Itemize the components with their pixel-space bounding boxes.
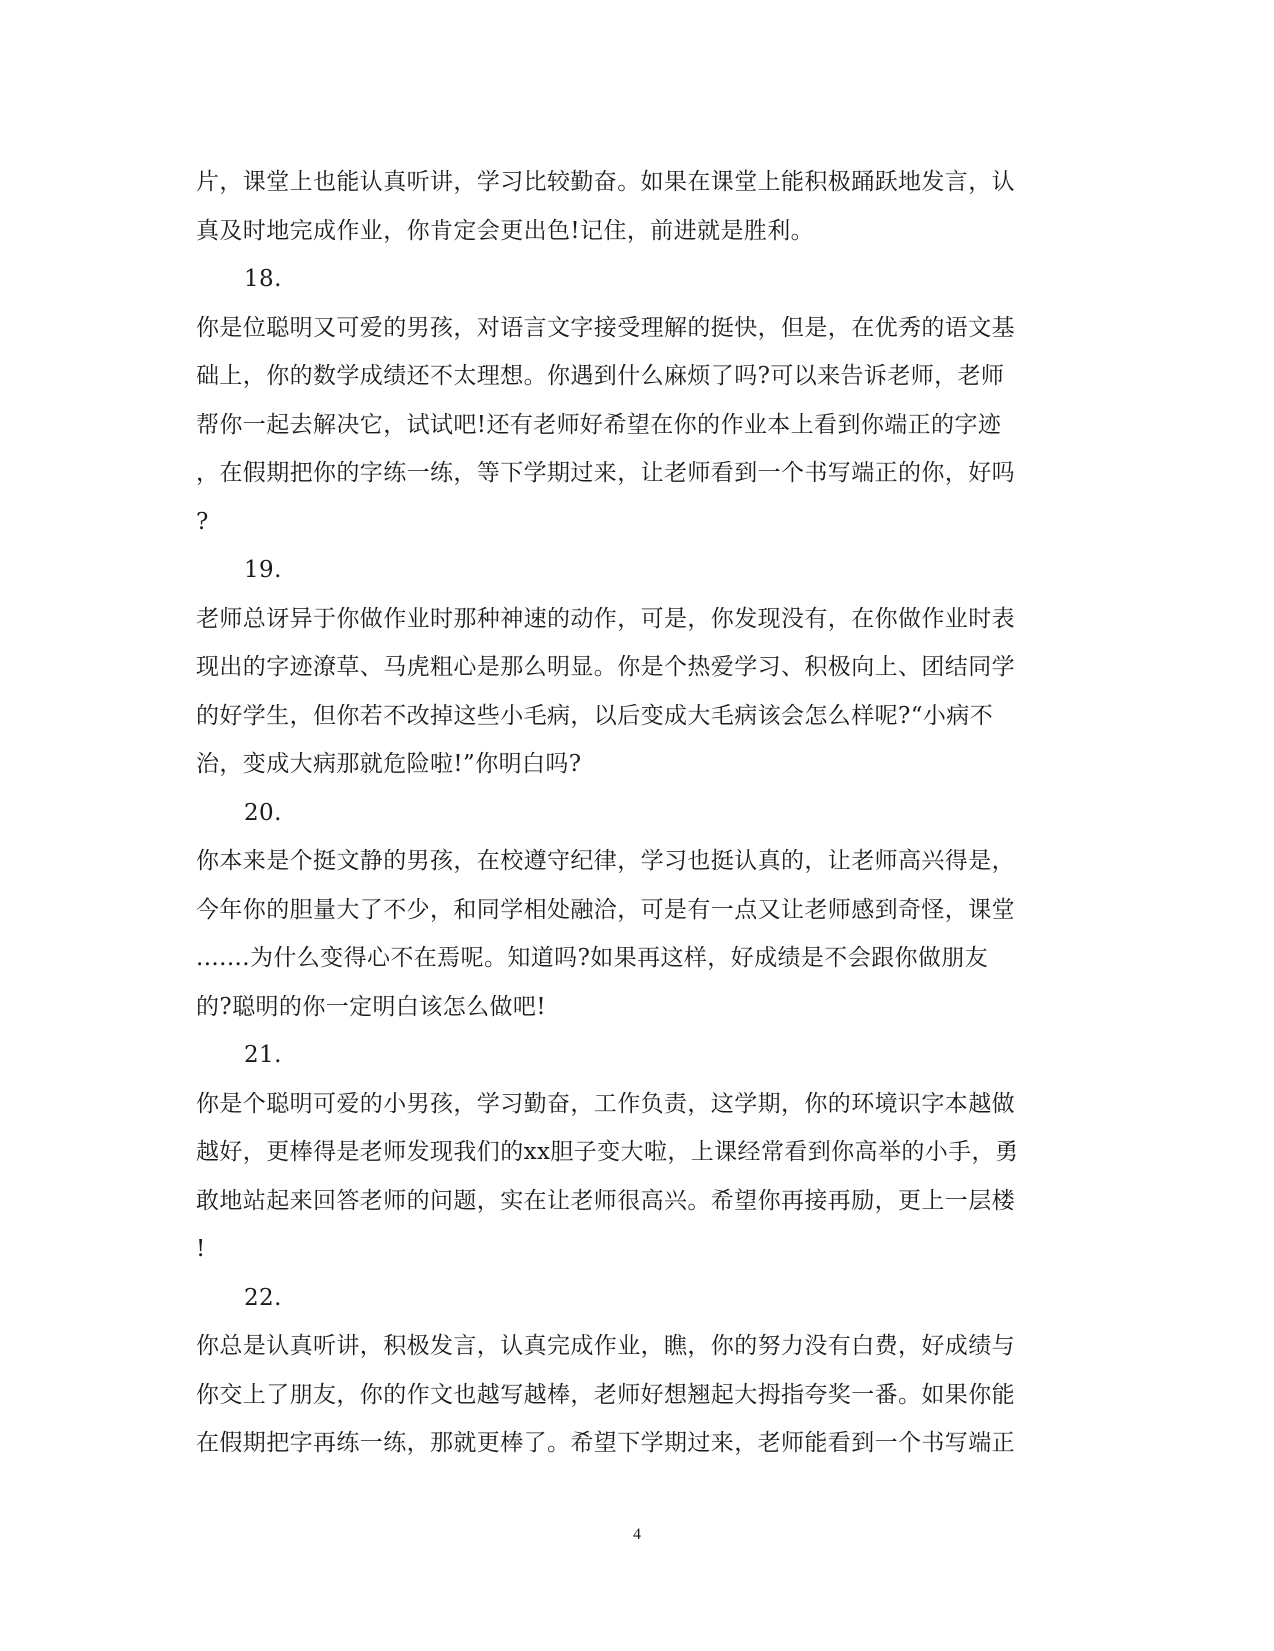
paragraph-line: 的?聪明的你一定明白该怎么做吧! — [196, 993, 546, 1020]
paragraph-line: 今年你的胆量大了不少，和同学相处融洽，可是有一点又让老师感到奇怪，课堂 — [196, 896, 1015, 923]
item-number: 19. — [244, 557, 282, 583]
paragraph-line: 的好学生，但你若不改掉这些小毛病，以后变成大毛病该会怎么样呢?“小病不 — [196, 702, 994, 729]
paragraph-line: 治，变成大病那就危险啦!”你明白吗? — [196, 751, 582, 777]
paragraph-line: 现出的字迹潦草、马虎粗心是那么明显。你是个热爱学习、积极向上、团结同学 — [196, 654, 1015, 680]
paragraph-line: 你是个聪明可爱的小男孩，学习勤奋，工作负责，这学期，你的环境识字本越做 — [196, 1090, 1015, 1117]
paragraph-line: ，在假期把你的字练一练，等下学期过来，让老师看到一个书写端正的你，好吗 — [196, 460, 1015, 486]
paragraph-line: 你本来是个挺文静的男孩，在校遵守纪律，学习也挺认真的，让老师高兴得是， — [196, 848, 1015, 874]
paragraph-line: 础上，你的数学成绩还不太理想。你遇到什么麻烦了吗?可以来告诉老师，老师 — [196, 363, 1005, 389]
paragraph-line: 老师总讶异于你做作业时那种神速的动作，可是，你发现没有，在你做作业时表 — [196, 605, 1015, 632]
page-number: 4 — [633, 1526, 641, 1543]
document-body — [196, 158, 1066, 1468]
paragraph-line: ? — [196, 508, 209, 535]
item-number: 22. — [244, 1284, 282, 1311]
paragraph-line: 你交上了朋友，你的作文也越写越棒，老师好想翘起大拇指夸奖一番。如果你能 — [196, 1381, 1015, 1408]
paragraph-line: 片，课堂上也能认真听讲，学习比较勤奋。如果在课堂上能积极踊跃地发言，认 — [196, 169, 1015, 195]
paragraph-line: 敢地站起来回答老师的问题，实在让老师很高兴。希望你再接再励，更上一层楼 — [196, 1187, 1015, 1214]
item-number: 18. — [244, 266, 282, 292]
item-number: 20. — [244, 799, 282, 826]
item-number: 21. — [244, 1042, 282, 1068]
paragraph-line: 你是位聪明又可爱的男孩，对语言文字接受理解的挺快，但是，在优秀的语文基 — [196, 314, 1015, 341]
paragraph-line: 真及时地完成作业，你肯定会更出色!记住，前进就是胜利。 — [196, 217, 815, 244]
paragraph-line: 越好，更棒得是老师发现我们的xx胆子变大啦，上课经常看到你高举的小手，勇 — [196, 1139, 1019, 1165]
paragraph-line: 帮你一起去解决它，试试吧!还有老师好希望在你的作业本上看到你端正的字迹 — [196, 411, 1002, 438]
paragraph-line: .......为什么变得心不在焉呢。知道吗?如果再这样，好成绩是不会跟你做朋友 — [196, 945, 989, 971]
paragraph-line: ! — [196, 1236, 206, 1262]
paragraph-line: 你总是认真听讲，积极发言，认真完成作业，瞧，你的努力没有白费，好成绩与 — [196, 1333, 1015, 1359]
paragraph-line: 在假期把字再练一练，那就更棒了。希望下学期过来，老师能看到一个书写端正 — [196, 1430, 1015, 1456]
